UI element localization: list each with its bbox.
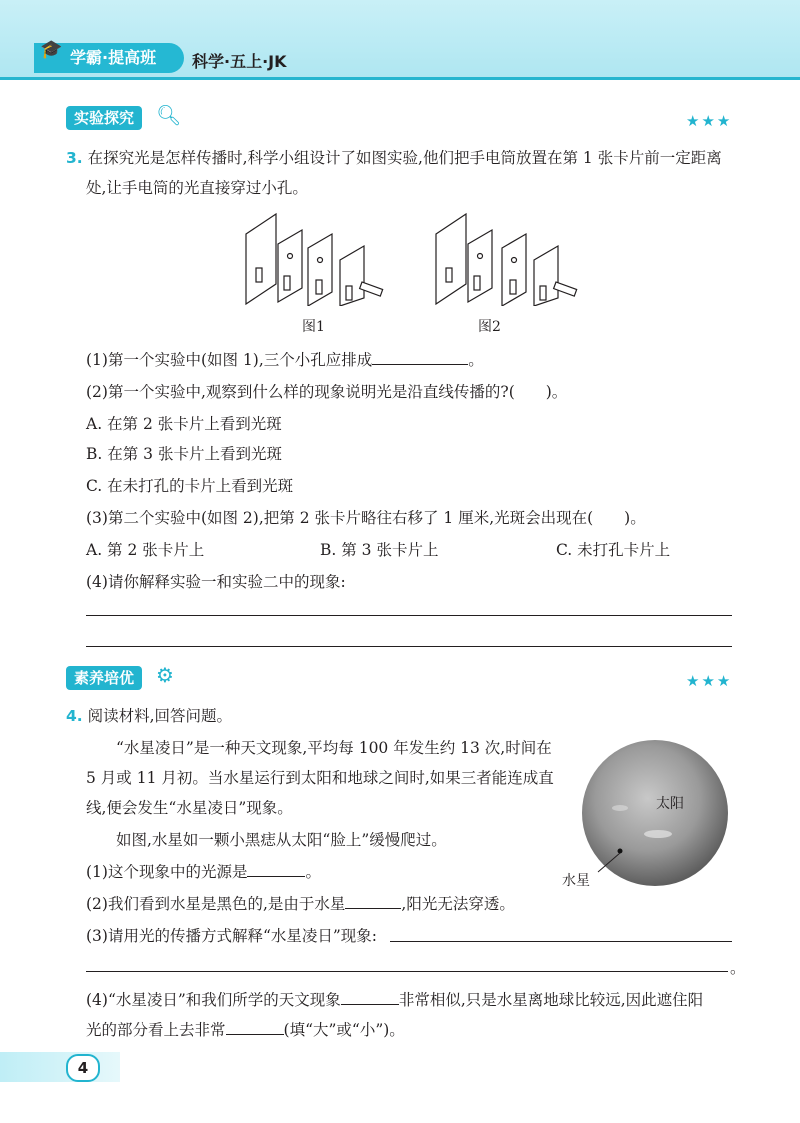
question-4-sub4 (86, 988, 703, 1012)
difficulty-stars: ★★★ (686, 672, 733, 690)
sub2-end: ,阳光无法穿透。 (401, 895, 515, 913)
question-number: 3. (66, 149, 83, 167)
option-b: B. 在第 3 张卡片上看到光斑 (86, 445, 282, 463)
mercury-label: 水星 (562, 873, 590, 889)
figure-1 (246, 214, 383, 306)
passage-line1: “水星凌日”是一种天文现象,平均每 100 年发生约 13 次,时间在 (116, 739, 552, 757)
sub4-text: (4)“水星凌日”和我们所学的天文现象 (86, 991, 341, 1009)
sub4-end: (填“大”或“小”)。 (283, 1021, 405, 1039)
section-badge-enrichment: 素养培优 (66, 666, 142, 690)
question-4-intro (66, 704, 232, 728)
figure-2-caption: 图2 (478, 319, 501, 335)
magnifier-icon: 🔍︎ (156, 103, 182, 127)
figure-1-caption: 图1 (302, 319, 325, 335)
figure-2 (436, 214, 577, 306)
answer-blank[interactable] (372, 348, 468, 365)
question-3-sub3: (3)第二个实验中(如图 2),把第 2 张卡片略往右移了 1 厘米,光斑会出现在( )。 (86, 509, 646, 527)
question-4-sub4-line2 (86, 1018, 405, 1042)
question-4-sub3: (3)请用光的传播方式解释“水星凌日”现象: (86, 927, 378, 945)
answer-blank[interactable] (345, 892, 401, 909)
option-b: B. 第 3 张卡片上 (320, 541, 439, 559)
answer-line[interactable] (86, 971, 728, 972)
subject-label: 科学·五上·JK (192, 52, 287, 71)
sub1-text: (1)这个现象中的光源是 (86, 863, 248, 881)
experiment-figures (236, 206, 586, 306)
graduation-cap-icon: 🎓 (40, 39, 63, 60)
question-number: 4. (66, 707, 83, 725)
passage-line4: 如图,水星如一颗小黑痣从太阳“脸上”缓慢爬过。 (116, 831, 447, 849)
passage-line2: 5 月或 11 月初。当水星运行到太阳和地球之间时,如果三者能连成直 (86, 769, 554, 787)
answer-blank[interactable] (226, 1018, 284, 1035)
sun-label: 太阳 (656, 796, 684, 812)
answer-line[interactable] (86, 646, 732, 647)
question-4-sub1 (86, 860, 321, 884)
passage-line3: 线,便会发生“水星凌日”现象。 (86, 799, 293, 817)
section-badge-experiment: 实验探究 (66, 106, 142, 130)
brand-label: 学霸·提高班 (34, 43, 184, 73)
question-3-line2: 处,让手电筒的光直接穿过小孔。 (86, 179, 308, 197)
question-3-line1 (66, 146, 722, 170)
question-text: 在探究光是怎样传播时,科学小组设计了如图实验,他们把手电筒放置在第 1 张卡片前一定距离 (87, 149, 722, 167)
sub1-end: 。 (468, 351, 484, 369)
footer-band (0, 1052, 120, 1082)
option-c: C. 未打孔卡片上 (556, 541, 671, 559)
question-4-sub2 (86, 892, 515, 916)
question-3-sub1 (86, 348, 484, 372)
answer-line[interactable] (86, 615, 732, 616)
answer-line[interactable] (390, 941, 732, 942)
page-number: 4 (66, 1054, 100, 1082)
option-a: A. 第 2 张卡片上 (86, 541, 205, 559)
sub1-text: (1)第一个实验中(如图 1),三个小孔应排成 (86, 351, 373, 369)
difficulty-stars: ★★★ (686, 112, 733, 130)
gear-icon: ⚙ (156, 663, 174, 687)
sub1-end: 。 (305, 863, 321, 881)
question-3-sub4: (4)请你解释实验一和实验二中的现象: (86, 573, 346, 591)
header-divider (0, 77, 800, 80)
question-text: 阅读材料,回答问题。 (87, 707, 233, 725)
question-3-sub2: (2)第一个实验中,观察到什么样的现象说明光是沿直线传播的?( )。 (86, 383, 568, 401)
option-c: C. 在未打孔的卡片上看到光斑 (86, 477, 294, 495)
mercury-pointer (596, 850, 626, 876)
answer-blank[interactable] (341, 988, 399, 1005)
answer-blank[interactable] (247, 860, 305, 877)
sub4-text: 光的部分看上去非常 (86, 1021, 226, 1039)
sub3-end: 。 (730, 959, 746, 977)
sub2-text: (2)我们看到水星是黑色的,是由于水星 (86, 895, 346, 913)
option-a: A. 在第 2 张卡片上看到光斑 (86, 415, 282, 433)
sub4-text-mid: 非常相似,只是水星离地球比较远,因此遮住阳 (398, 991, 704, 1009)
